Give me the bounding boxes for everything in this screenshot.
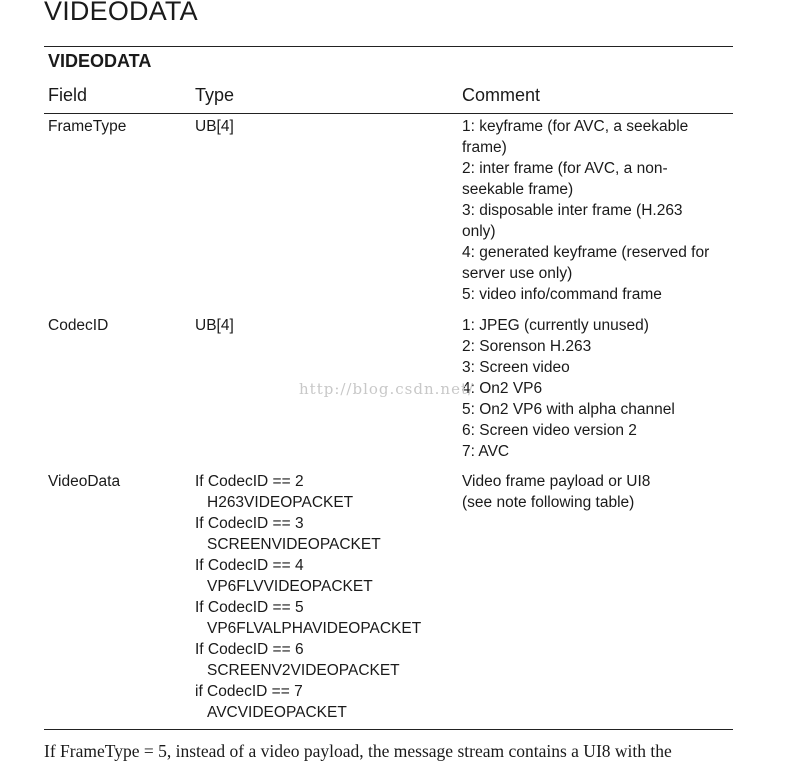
comment-line: frame) xyxy=(462,139,507,156)
type-line: SCREENVIDEOPACKET xyxy=(207,536,381,553)
comment-line: 5: video info/command frame xyxy=(462,286,662,303)
comment-line: 1: keyframe (for AVC, a seekable xyxy=(462,118,689,135)
paragraph-text: If FrameType = 5, instead of a video payload, the message stream contains a UI8 with the xyxy=(44,741,672,761)
comment-line: 4: On2 VP6 xyxy=(462,380,543,397)
comment-line: seekable frame) xyxy=(462,181,574,198)
column-header-field: Field xyxy=(48,85,88,105)
comment-line: 4: generated keyframe (reserved for xyxy=(462,244,710,261)
table-header-rule xyxy=(44,113,733,114)
comment-line: (see note following table) xyxy=(462,494,635,511)
comment-line: 3: disposable inter frame (H.263 xyxy=(462,202,683,219)
comment-line: 2: Sorenson H.263 xyxy=(462,338,592,355)
comment-line: 7: AVC xyxy=(462,443,510,460)
field-cell: VideoData xyxy=(48,473,121,490)
type-line: AVCVIDEOPACKET xyxy=(207,704,347,721)
comment-line: 6: Screen video version 2 xyxy=(462,422,637,439)
table-top-rule xyxy=(44,46,733,47)
type-line: UB[4] xyxy=(195,118,234,135)
type-line: if CodecID == 7 xyxy=(195,683,303,700)
type-line: SCREENV2VIDEOPACKET xyxy=(207,662,400,679)
type-line: If CodecID == 5 xyxy=(195,599,304,616)
type-line: VP6FLVALPHAVIDEOPACKET xyxy=(207,620,422,637)
comment-line: Video frame payload or UI8 xyxy=(462,473,651,490)
comment-line: 2: inter frame (for AVC, a non- xyxy=(462,160,668,177)
type-line: If CodecID == 4 xyxy=(195,557,304,574)
type-line: If CodecID == 2 xyxy=(195,473,304,490)
type-line: If CodecID == 3 xyxy=(195,515,304,532)
page-heading: VIDEODATA xyxy=(44,0,198,26)
column-header-type: Type xyxy=(195,85,235,105)
comment-line: server use only) xyxy=(462,265,573,282)
type-line: UB[4] xyxy=(195,317,234,334)
table-caption: VIDEODATA xyxy=(48,51,152,71)
watermark-text: http://blog.csdn.net/ xyxy=(299,380,475,398)
type-line: If CodecID == 6 xyxy=(195,641,304,658)
field-cell: CodecID xyxy=(48,317,109,334)
field-cell: FrameType xyxy=(48,118,127,135)
comment-line: 5: On2 VP6 with alpha channel xyxy=(462,401,675,418)
comment-line: 3: Screen video xyxy=(462,359,570,376)
table-bottom-rule xyxy=(44,729,733,730)
comment-line: only) xyxy=(462,223,496,240)
comment-line: 1: JPEG (currently unused) xyxy=(462,317,649,334)
type-line: VP6FLVVIDEOPACKET xyxy=(207,578,373,595)
type-line: H263VIDEOPACKET xyxy=(207,494,354,511)
column-header-comment: Comment xyxy=(462,85,541,105)
